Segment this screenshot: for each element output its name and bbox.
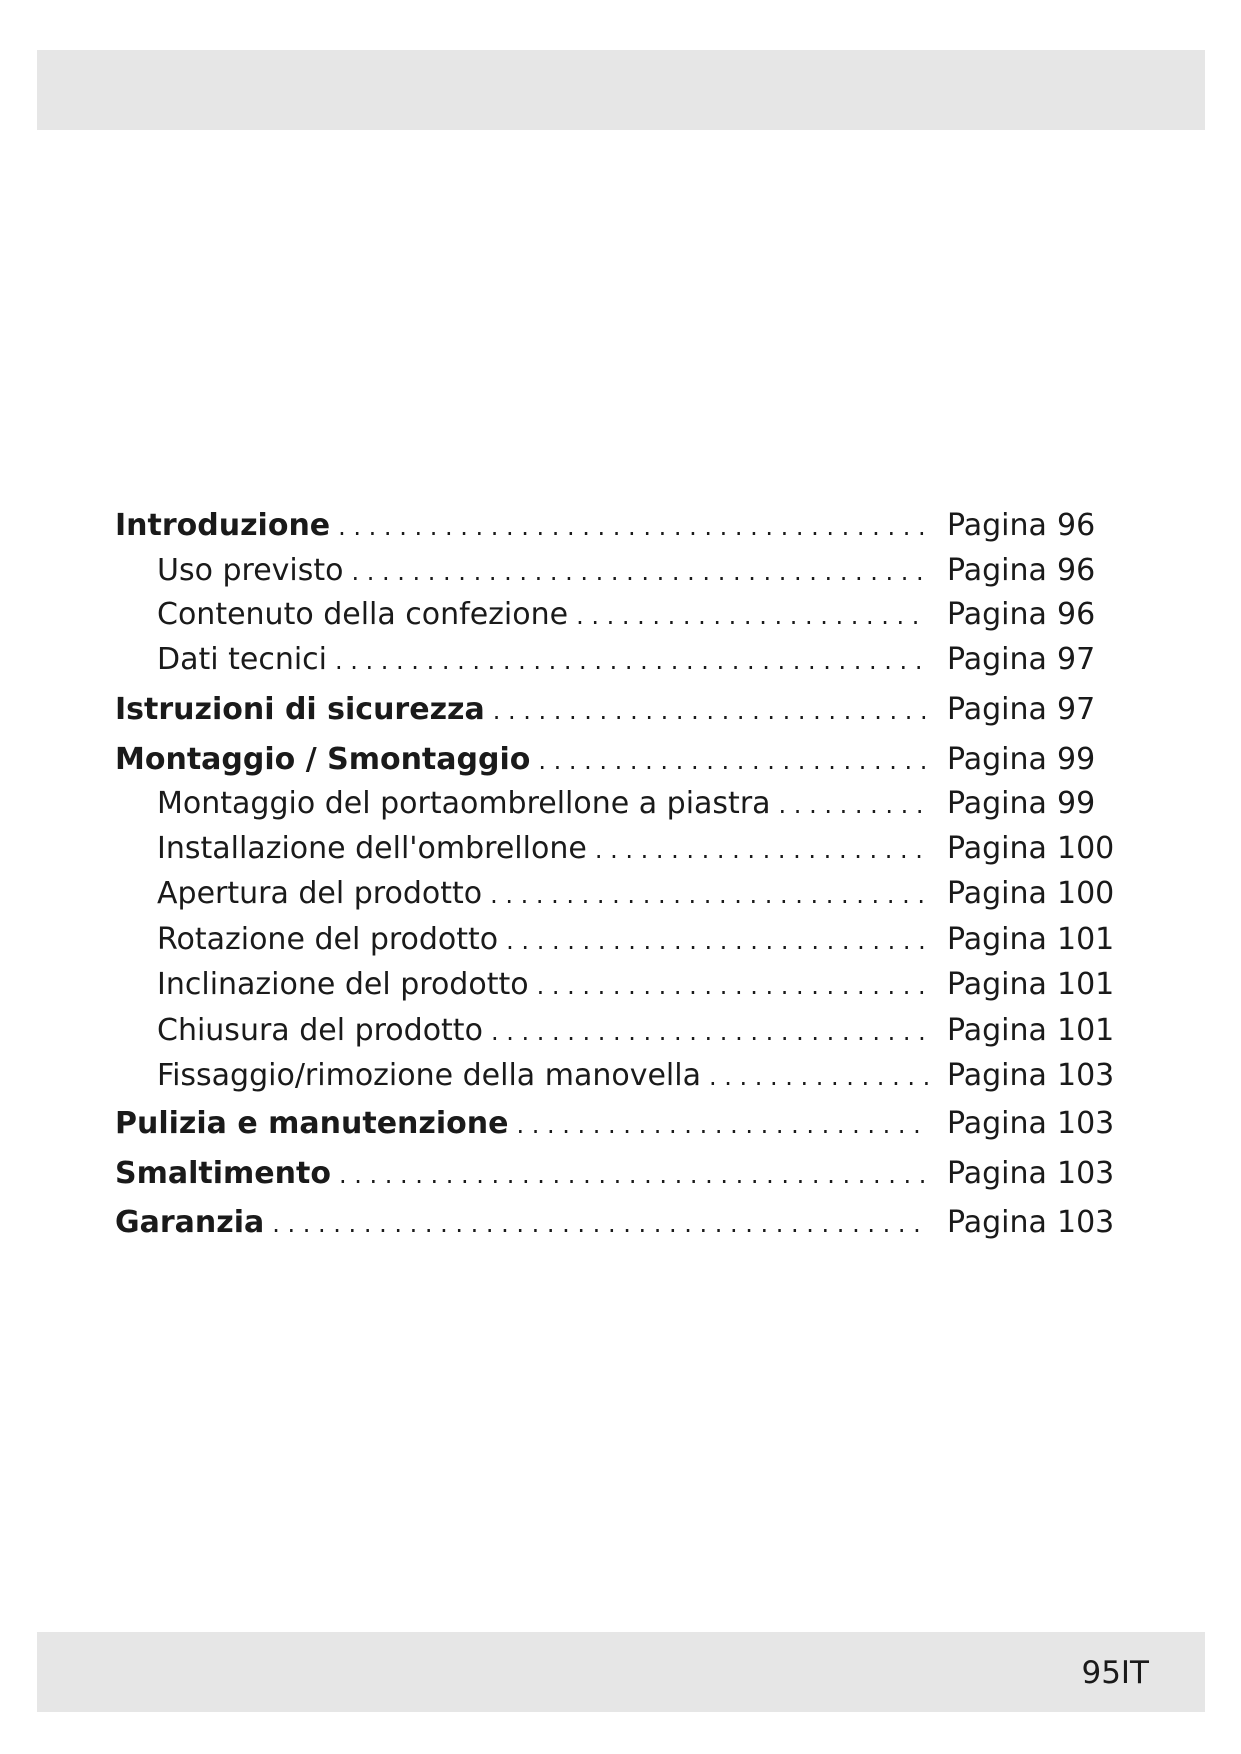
toc-entry-page-label: Pagina — [947, 742, 1047, 777]
toc-entry-page-number: 103 — [1057, 1058, 1115, 1093]
toc-entry[interactable] — [115, 872, 1135, 916]
toc-entry-page-label: Pagina — [947, 967, 1047, 1002]
toc-entry-title: Installazione dell'ombrellone — [157, 831, 587, 866]
dot-leader — [335, 639, 929, 683]
dot-leader — [516, 1103, 929, 1147]
dot-leader — [595, 828, 929, 872]
toc-entry[interactable] — [115, 688, 1135, 732]
toc-entry-page-number: 103 — [1057, 1106, 1115, 1141]
toc-entry-page-number: 101 — [1057, 922, 1115, 957]
toc-entry-title: Montaggio / Smontaggio — [115, 742, 531, 777]
toc-entry-page-label: Pagina — [947, 786, 1047, 821]
toc-entry-page-number: 96 — [1057, 553, 1096, 588]
toc-entry-title: Istruzioni di sicurezza — [115, 692, 485, 727]
toc-entry-title: Garanzia — [115, 1205, 265, 1240]
dot-leader — [272, 1202, 929, 1246]
dot-leader — [490, 873, 929, 917]
toc-entry[interactable] — [115, 918, 1135, 962]
toc-entry-page-label: Pagina — [947, 642, 1047, 677]
dot-leader — [493, 689, 929, 733]
toc-entry-title: Fissaggio/rimozione della manovella — [157, 1058, 701, 1093]
toc-entry-page-label: Pagina — [947, 831, 1047, 866]
toc-entry-page-number: 96 — [1057, 508, 1096, 543]
toc-entry-page-number: 100 — [1057, 876, 1115, 911]
toc-entry-page-label: Pagina — [947, 1205, 1047, 1240]
toc-entry-page-number: 99 — [1057, 742, 1096, 777]
toc-entry-page-label: Pagina — [947, 1013, 1047, 1048]
toc-entry[interactable] — [115, 827, 1135, 871]
toc-entry-page-label: Pagina — [947, 876, 1047, 911]
toc-entry-title: Pulizia e manutenzione — [115, 1106, 509, 1141]
footer-band — [37, 1632, 1205, 1712]
toc-entry-page-label: Pagina — [947, 692, 1047, 727]
toc-entry-title: Rotazione del prodotto — [157, 922, 499, 957]
toc-entry-page-number: 100 — [1057, 831, 1115, 866]
toc-entry[interactable] — [115, 1009, 1135, 1053]
toc-entry-page-label: Pagina — [947, 597, 1047, 632]
toc-entry[interactable] — [115, 1201, 1135, 1245]
toc-entry-page-label: Pagina — [947, 1058, 1047, 1093]
dot-leader — [576, 594, 929, 638]
toc-entry-page-number: 101 — [1057, 967, 1115, 1002]
toc-entry-title: Smaltimento — [115, 1156, 331, 1191]
toc-entry[interactable] — [115, 593, 1135, 637]
toc-entry[interactable] — [115, 782, 1135, 826]
toc-entry-page-number: 96 — [1057, 597, 1096, 632]
toc-entry-page-number: 103 — [1057, 1156, 1115, 1191]
toc-entry-page-number: 97 — [1057, 642, 1096, 677]
toc-entry[interactable] — [115, 1054, 1135, 1098]
toc-entry[interactable] — [115, 738, 1135, 782]
dot-leader — [491, 1010, 929, 1054]
toc-entry-title: Contenuto della confezione — [157, 597, 569, 632]
toc-entry-page-label: Pagina — [947, 508, 1047, 543]
dot-leader — [538, 739, 929, 783]
toc-entry-page-number: 97 — [1057, 692, 1096, 727]
toc-entry-title: Inclinazione del prodotto — [157, 967, 529, 1002]
toc-entry[interactable] — [115, 1102, 1135, 1146]
dot-leader — [779, 783, 929, 827]
toc-entry[interactable] — [115, 504, 1135, 548]
toc-entry-title: Chiusura del prodotto — [157, 1013, 483, 1048]
dot-leader — [537, 964, 929, 1008]
toc-entry-page-label: Pagina — [947, 922, 1047, 957]
toc-entry-page-label: Pagina — [947, 1106, 1047, 1141]
toc-entry-title: Apertura del prodotto — [157, 876, 483, 911]
toc-entry-title: Dati tecnici — [157, 642, 328, 677]
toc-entry-title: Uso previsto — [157, 553, 344, 588]
toc-entry-page-number: 99 — [1057, 786, 1096, 821]
dot-leader — [352, 550, 930, 594]
dot-leader — [506, 919, 929, 963]
toc-entry[interactable] — [115, 1152, 1135, 1196]
toc-entry-title: Introduzione — [115, 508, 331, 543]
toc-entry[interactable] — [115, 638, 1135, 682]
toc-entry[interactable] — [115, 963, 1135, 1007]
toc-entry-page-label: Pagina — [947, 1156, 1047, 1191]
dot-leader — [338, 505, 929, 549]
toc-entry-page-number: 103 — [1057, 1205, 1115, 1240]
header-band — [37, 50, 1205, 130]
page-number: 95IT — [1081, 1655, 1149, 1691]
toc-entry-page-label: Pagina — [947, 553, 1047, 588]
toc-entry-page-number: 101 — [1057, 1013, 1115, 1048]
dot-leader — [709, 1055, 929, 1099]
toc-entry-title: Montaggio del portaombrellone a piastra — [157, 786, 771, 821]
dot-leader — [339, 1153, 929, 1197]
toc-entry[interactable] — [115, 549, 1135, 593]
